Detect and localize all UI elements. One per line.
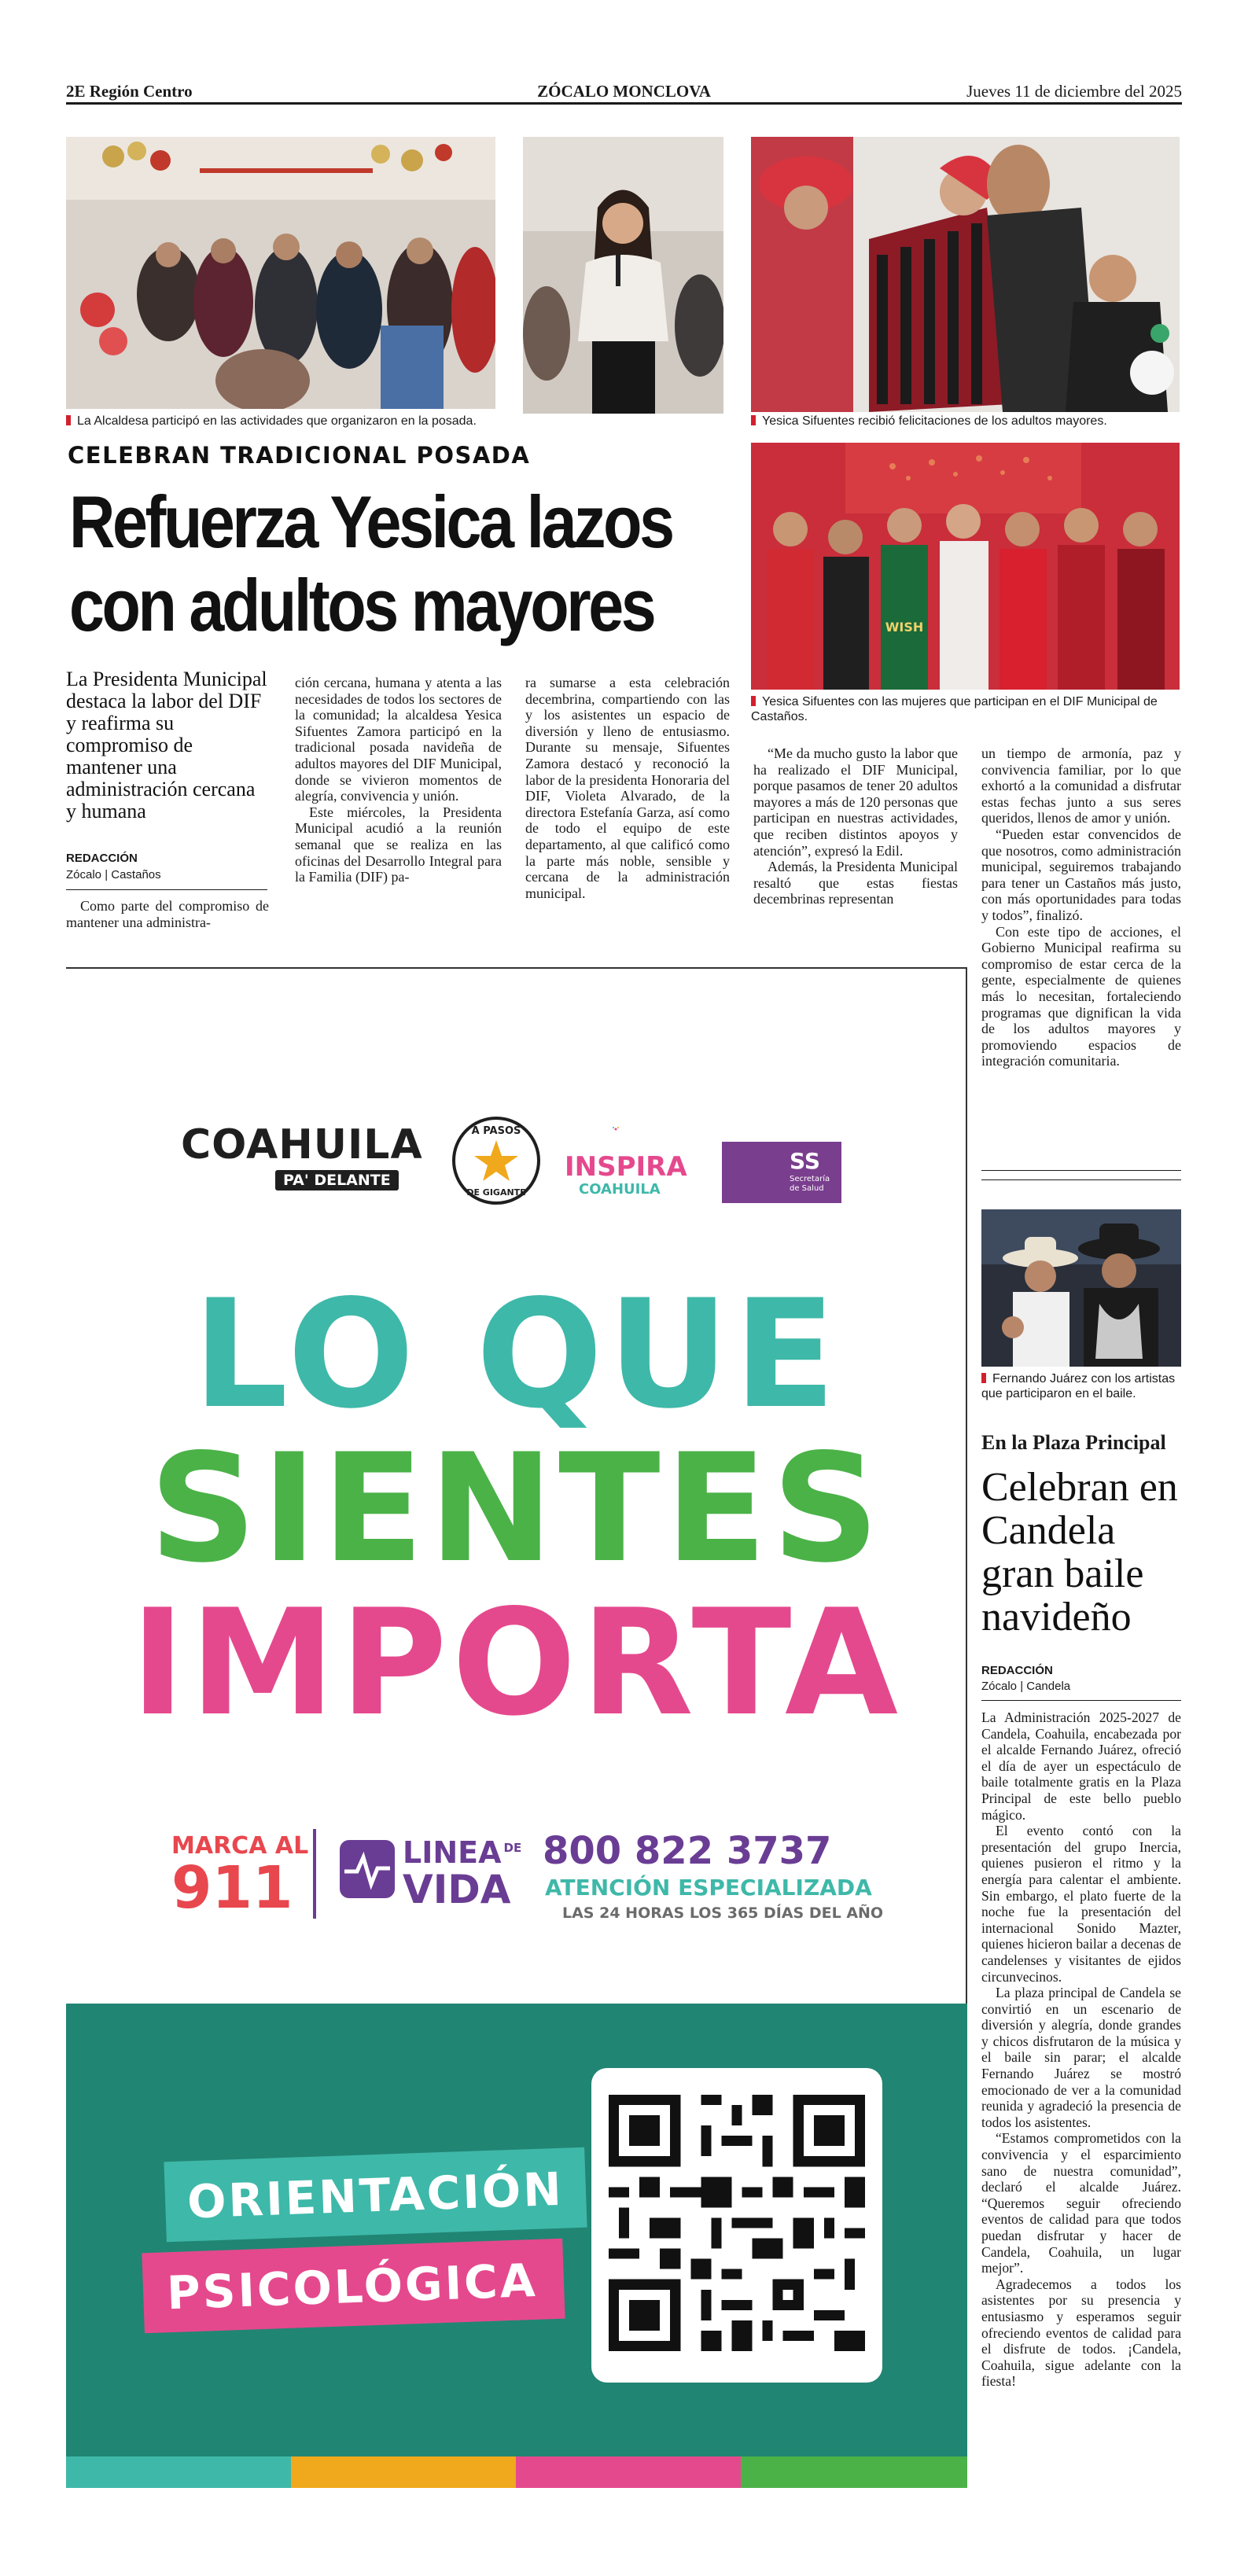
- main-col3: ra sumarse a esta celebración decembrina, compartiendo con las y los asistentes un espacio de diversión y lleno de entusiasmo. Durante su mensaje, Sifuentes Zamora destacó y reconoció la labor de la presidenta Honoraria del DIF, Violeta Alvarado, de la directora Estefanía Garza, así como de todo el equipo de este departamento, al que calificó como la parte más noble, sensible y cercana de la administración municipal.: [525, 675, 730, 901]
- photo5-caption: Fernando Juárez con los artistas que participaron en el baile.: [981, 1372, 1176, 1400]
- main-kicker: CELEBRAN TRADICIONAL POSADA: [68, 442, 531, 469]
- main-headline-line1: Refuerza Yesica lazos: [69, 480, 672, 563]
- ad-line2: SIENTES: [149, 1422, 885, 1595]
- photo-mayor-microphone: [523, 137, 723, 414]
- stripe-teal: [66, 2456, 291, 2488]
- header-rule: [66, 102, 1182, 105]
- marca-al-label: MARCA AL: [171, 1832, 309, 1860]
- logo-coahuila: COAHUILA PA' DELANTE: [181, 1121, 423, 1189]
- logo-secretaria-salud: SS Secretaría de Salud: [722, 1142, 841, 1203]
- side-byline-rule: [981, 1700, 1181, 1701]
- main-col4: “Me da mucho gusto la labor que ha realizado el DIF Municipal, porque pasamos de tener 20 adultos mayores a más de 120 personas que participan en nuestras actividades, que reciben distintos apoyos y atención”, expresó la Edil. Además, la Presidenta Municipal resaltó que estas fiestas decembrinas representan: [753, 745, 958, 907]
- photo4-caption: Yesica Sifuentes con las mujeres que participan en el DIF Municipal de Castaños.: [751, 695, 1158, 723]
- photo-hug: [751, 137, 1180, 412]
- photo3-caption: Yesica Sifuentes recibió felicitaciones de los adultos mayores.: [751, 414, 1191, 429]
- main-headline-line2: con adultos mayores: [69, 564, 654, 646]
- section-label: 2E Región Centro: [66, 82, 193, 101]
- ad-line3: IMPORTA: [131, 1577, 903, 1748]
- tag-psicologica: PSICOLÓGICA: [142, 2239, 565, 2334]
- publication-name: ZÓCALO MONCLOVA: [537, 82, 711, 101]
- sparkle-icon: [612, 1121, 643, 1137]
- side-headline: Celebran en Candela gran baile navideño: [981, 1465, 1178, 1639]
- logo-a-pasos-de-gigante: [452, 1117, 540, 1205]
- photo-candela-artists: [981, 1209, 1181, 1367]
- linea-label: LINEA $^{DE}$: [403, 1835, 522, 1870]
- col5-end-rule-1: [981, 1170, 1181, 1171]
- vida-label: VIDA: [403, 1867, 511, 1912]
- tag-orientacion: ORIENTACIÓN: [164, 2147, 587, 2243]
- side-body: La Administración 2025-2027 de Candela, Coahuila, encabezada por el alcalde Fernando Juárez, ofreció el día de ayer un espectáculo de baile totalmente gratis en la Plaza Principal de este bello pueblo mágico. El evento contó con la presentación del grupo Inercia, quienes pusieron el ritmo y la energía para calentar el ambiente. Sin embargo, el plato fuerte de la noche fue la presentación del internacional Sonido Mazter, quienes hicieron bailar a decenas de candelenses y visitantes de ejidos circunvecinos. La plaza principal de Candela se convirtió en un escenario de diversión y alegría, donde grandes y chicos disfrutaron de la música y el baile sin parar; el alcalde Fernando Juárez se mostró emocionado de ver a la comunidad reunida y agradeció la presencia de todos los asistentes. “Estamos comprometidos con la convivencia y el esparcimiento sano de nuestra comunidad”, declaró el alcalde Juárez. “Queremos seguir ofreciendo eventos de calidad para que todos puedan disfrutar y hacer de Candela, Coahuila, un lugar mejor”. Agradecemos a todos los asistentes por su presencia y entusiasmo y esperamos seguir ofreciendo eventos de calidad para el disfrute de todos. ¡Candela, Coahuila, sigue adelante con la fiesta!: [981, 1709, 1181, 2390]
- main-col5: un tiempo de armonía, paz y convivencia familiar, por lo que exhortó a la comunidad a disfrutar estas fechas junto a sus seres queridos, llenos de amor y unión. “Pueden estar convencidos de que nosotros, como administración municipal, seguiremos trabajando para tener un Castaños más justo, con más oportunidades para todas y todos”, finalizó. Con este tipo de acciones, el Gobierno Municipal reafirma su compromiso de estar cerca de la gente, especialmente de quienes más lo necesitan, fortaleciendo programas que dignifican la vida de los adultos mayores y promoviendo espacios de integración comunitaria.: [981, 745, 1181, 1069]
- ad-border-top: [66, 967, 967, 969]
- logo-inspira-coahuila: INSPIRA COAHUILA: [565, 1121, 690, 1200]
- qr-code[interactable]: [591, 2068, 882, 2383]
- side-byline-place: Zócalo | Candela: [981, 1680, 1071, 1693]
- col5-end-rule-2: [981, 1179, 1181, 1180]
- ad-line1: LO QUE: [193, 1268, 841, 1441]
- byline-rule: [66, 889, 267, 890]
- photo-group-women: [751, 443, 1180, 690]
- stripe-green: [741, 2456, 967, 2488]
- main-col2: ción cercana, humana y atenta a las necesidades de todos los sectores de la comunidad; la alcaldesa Yesica Sifuentes Zamora participó en la tradicional posada navideña de adultos mayores del DIF Municipal, donde se vivieron momentos de alegría, convivencia y unión. Este miércoles, la Presidenta Municipal acudió a la reunión semanal que se realiza en las oficinas del Desarrollo Integral para la Familia (DIF) pa-: [295, 675, 502, 885]
- hotline-phone[interactable]: 800 822 3737: [543, 1829, 832, 1873]
- horas-label: LAS 24 HORAS LOS 365 DÍAS DEL AÑO: [562, 1904, 884, 1922]
- main-byline-place: Zócalo | Castaños: [66, 868, 161, 881]
- emergency-number: 911: [171, 1854, 293, 1922]
- sweater-wish-text: WISH: [885, 620, 924, 635]
- photo1-caption: La Alcaldesa participó en las actividades que organizaron en la posada.: [66, 414, 506, 429]
- heartbeat-icon: [340, 1840, 395, 1898]
- hotline-divider: [313, 1829, 316, 1919]
- svg-text:DE GIGANTE: DE GIGANTE: [466, 1187, 526, 1198]
- issue-date: Jueves 11 de diciembre del 2025: [966, 82, 1182, 101]
- side-byline: REDACCIÓN: [981, 1664, 1053, 1677]
- side-kicker: En la Plaza Principal: [981, 1431, 1166, 1454]
- atencion-label: ATENCIÓN ESPECIALIZADA: [545, 1875, 872, 1901]
- main-byline: REDACCIÓN: [66, 852, 138, 865]
- stripe-yellow: [291, 2456, 516, 2488]
- main-col1: Como parte del compromiso de mantener una administra-: [66, 898, 269, 930]
- photo-posada-crowd: [66, 137, 495, 409]
- svg-text:A PASOS: A PASOS: [471, 1125, 521, 1137]
- stripe-pink: [516, 2456, 741, 2488]
- main-deck: La Presidenta Municipal destaca la labor del DIF y reafirma su compromiso de mantener una administración cercana y humana: [66, 668, 267, 822]
